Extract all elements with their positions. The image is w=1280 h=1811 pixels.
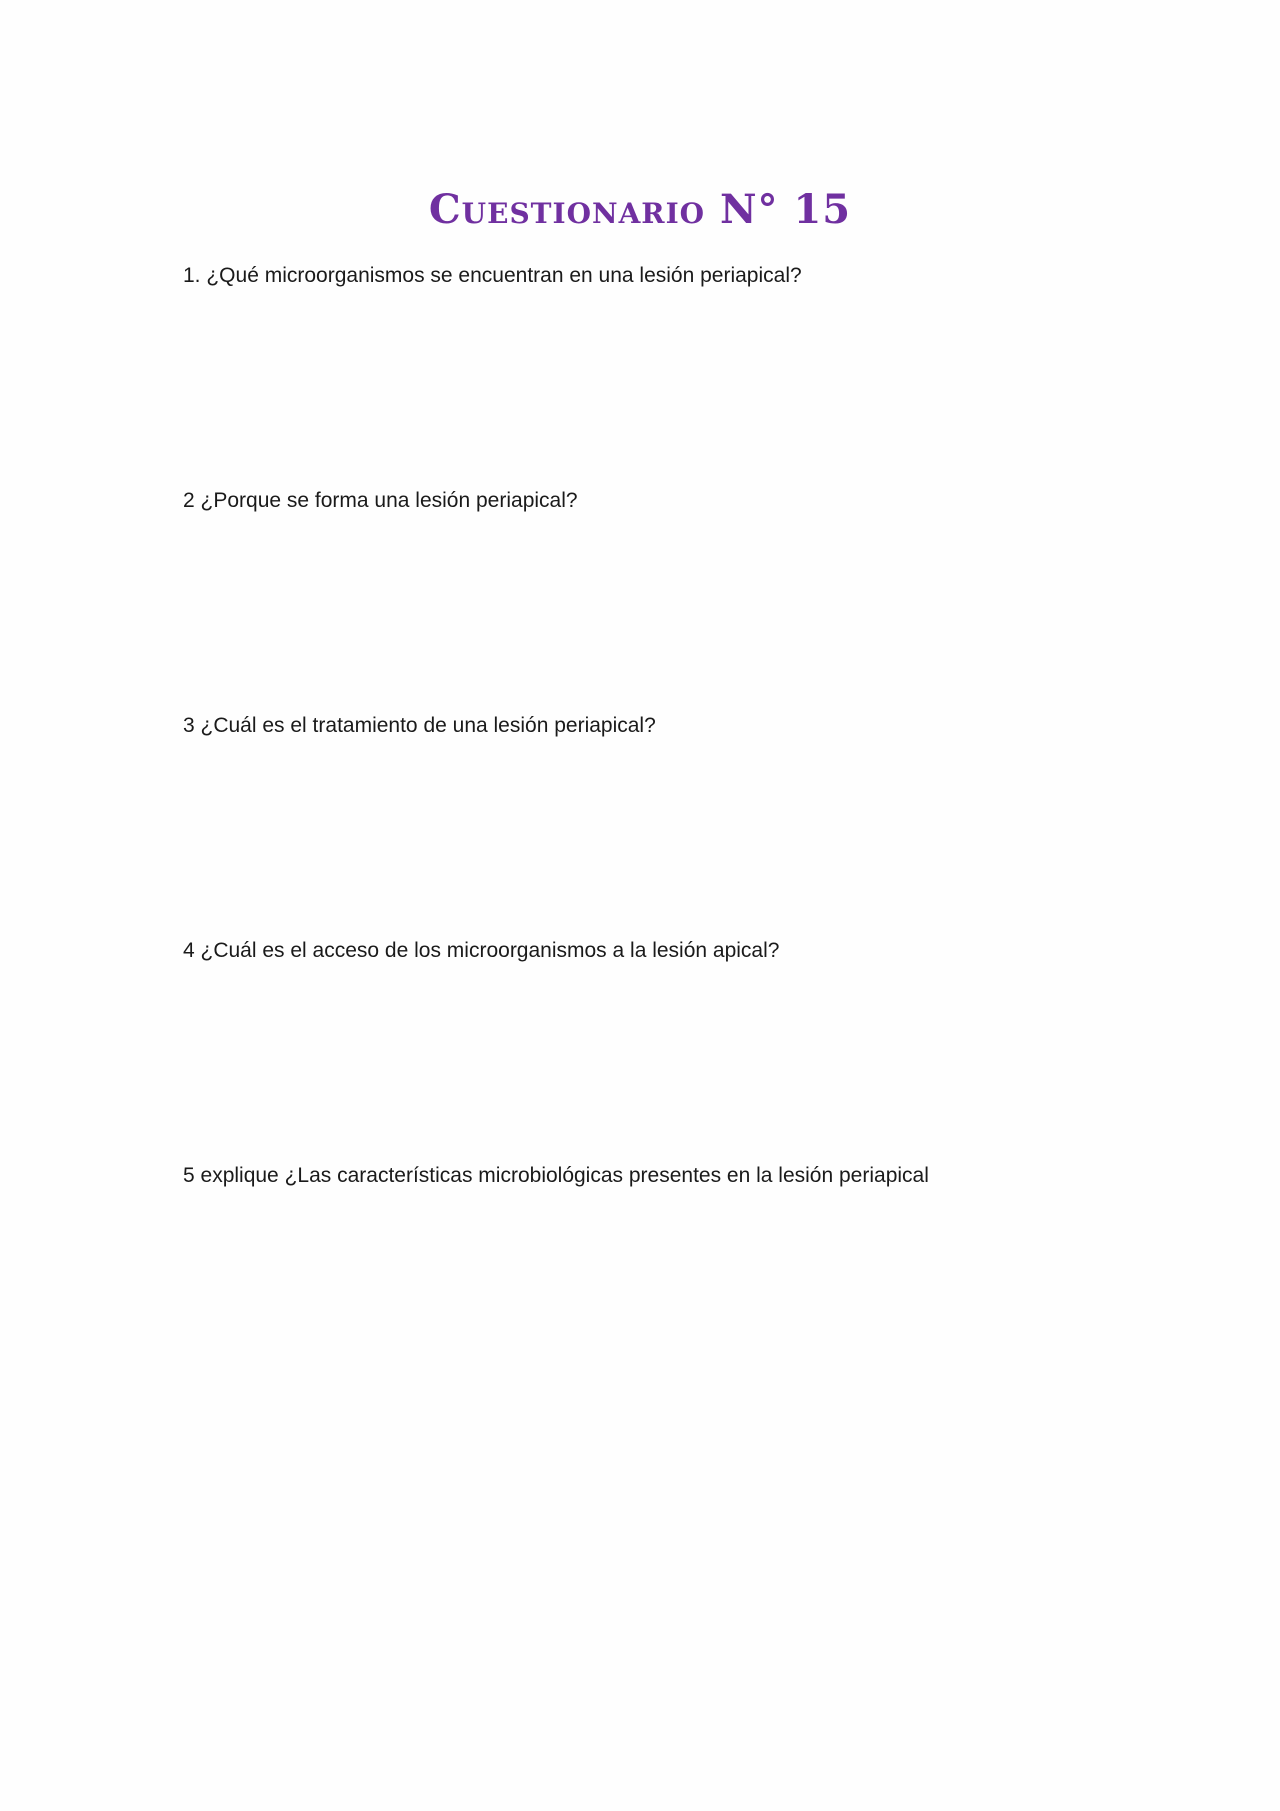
question-4: 4 ¿Cuál es el acceso de los microorganismos a la lesión apical?: [183, 939, 780, 962]
question-5: 5 explique ¿Las características microbiológicas presentes en la lesión periapical: [183, 1164, 929, 1187]
question-3: 3 ¿Cuál es el tratamiento de una lesión periapical?: [183, 714, 656, 737]
question-1: 1. ¿Qué microorganismos se encuentran en una lesión periapical?: [183, 264, 802, 287]
document-title: Cuestionario N° 15: [428, 186, 852, 233]
question-2: 2 ¿Porque se forma una lesión periapical?: [183, 489, 578, 512]
